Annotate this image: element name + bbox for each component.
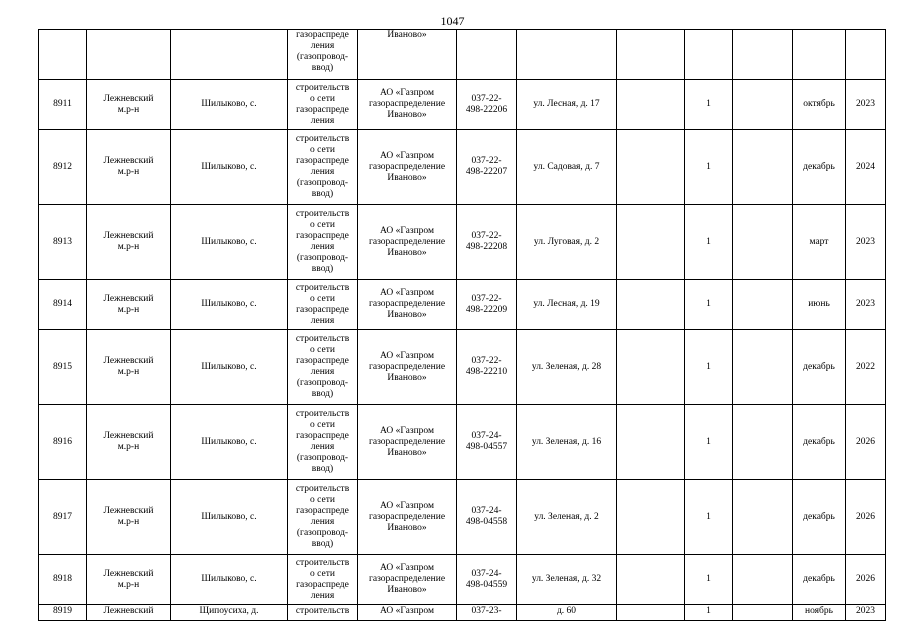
cell-empty-1 (617, 280, 685, 330)
table-row (39, 480, 886, 555)
table-row (39, 605, 886, 621)
table-row (39, 555, 886, 605)
cell-quantity: 1 (685, 605, 733, 621)
cell-organization: АО «Газпром газораспределение Иваново» (358, 205, 457, 280)
cell-month: март (793, 205, 846, 280)
cell-settlement: Шилыково, с. (171, 280, 288, 330)
cell-year: 2026 (846, 480, 886, 555)
cell-address: ул. Лесная, д. 19 (517, 280, 617, 330)
cell-id: 8911 (39, 80, 87, 130)
cell-empty-1 (617, 80, 685, 130)
cell-purpose: строительств о сети газораспреде ления (газопровод- ввод) (288, 205, 358, 280)
cell-settlement: Шилыково, с. (171, 205, 288, 280)
cell-empty-1 (617, 605, 685, 621)
cell-id: 8913 (39, 205, 87, 280)
cell-empty-2 (733, 205, 793, 280)
cell-quantity: 1 (685, 130, 733, 205)
cell-year: 2026 (846, 405, 886, 480)
cell-empty-1 (617, 405, 685, 480)
cell-id: 8919 (39, 605, 87, 621)
cell-settlement: Щипоусиха, д. (171, 605, 288, 621)
cell-district: Лежневский м.р-н (87, 280, 171, 330)
cell-code: 037-24- 498-04559 (457, 555, 517, 605)
cell-district: Лежневский м.р-н (87, 130, 171, 205)
cell-month: ноябрь (793, 605, 846, 621)
cell-address: ул. Луговая, д. 2 (517, 205, 617, 280)
cell-code: 037-22- 498-22209 (457, 280, 517, 330)
cell-quantity: 1 (685, 205, 733, 280)
cell-year: 2023 (846, 280, 886, 330)
cell-id: 8918 (39, 555, 87, 605)
cell-district: Лежневский м.р-н (87, 405, 171, 480)
registry-table (38, 29, 886, 621)
cell-empty-1 (617, 555, 685, 605)
table-row (39, 280, 886, 330)
cell-organization: АО «Газпром газораспределение Иваново» (358, 280, 457, 330)
cell-year: 2024 (846, 130, 886, 205)
cell-organization: АО «Газпром газораспределение Иваново» (358, 480, 457, 555)
cell-purpose: строительств о сети газораспреде ления (газопровод- ввод) (288, 480, 358, 555)
table-row (39, 405, 886, 480)
cell-organization: АО «Газпром (358, 605, 457, 621)
cell-address: ул. Садовая, д. 7 (517, 130, 617, 205)
cell-district: Лежневский м.р-н (87, 555, 171, 605)
cell-code: 037-22- 498-22207 (457, 130, 517, 205)
table-row-continuation (39, 30, 886, 80)
cell-purpose: строительств о сети газораспреде ления (288, 80, 358, 130)
cell-district: Лежневский (87, 605, 171, 621)
cell-id: 8917 (39, 480, 87, 555)
cell-empty-2 (733, 130, 793, 205)
cell-empty-2 (733, 480, 793, 555)
cell-address: ул. Зеленая, д. 28 (517, 330, 617, 405)
cell-quantity: 1 (685, 480, 733, 555)
cell-purpose: строительств (288, 605, 358, 621)
cell-organization: Иваново» (358, 30, 457, 80)
cell-code: 037-22- 498-22206 (457, 80, 517, 130)
cell-address: ул. Зеленая, д. 32 (517, 555, 617, 605)
cell-purpose: строительств о сети газораспреде ления (газопровод- ввод) (288, 130, 358, 205)
cell-year: 2022 (846, 330, 886, 405)
table-row (39, 130, 886, 205)
cell-empty-1 (617, 330, 685, 405)
cell-year: 2023 (846, 605, 886, 621)
cell-month: декабрь (793, 555, 846, 605)
table-row (39, 80, 886, 130)
cell-code: 037-22- 498-22208 (457, 205, 517, 280)
cell-code: 037-24- 498-04557 (457, 405, 517, 480)
cell-id: 8912 (39, 130, 87, 205)
cell-purpose: строительств о сети газораспреде ления (288, 555, 358, 605)
cell-empty-1 (617, 130, 685, 205)
page-number: 1047 (440, 14, 465, 28)
cell-id: 8916 (39, 405, 87, 480)
cell-organization: АО «Газпром газораспределение Иваново» (358, 405, 457, 480)
cell-purpose: строительств о сети газораспреде ления (газопровод- ввод) (288, 405, 358, 480)
cell-organization: АО «Газпром газораспределение Иваново» (358, 555, 457, 605)
cell-settlement: Шилыково, с. (171, 130, 288, 205)
cell-organization: АО «Газпром газораспределение Иваново» (358, 80, 457, 130)
cell-address: д. 60 (517, 605, 617, 621)
cell-settlement: Шилыково, с. (171, 80, 288, 130)
cell-settlement: Шилыково, с. (171, 330, 288, 405)
cell-purpose: строительств о сети газораспреде ления (288, 280, 358, 330)
table-row (39, 330, 886, 405)
cell-code: 037-22- 498-22210 (457, 330, 517, 405)
cell-id: 8915 (39, 330, 87, 405)
cell-empty-1 (617, 480, 685, 555)
cell-district: Лежневский м.р-н (87, 480, 171, 555)
cell-quantity: 1 (685, 405, 733, 480)
cell-year: 2026 (846, 555, 886, 605)
cell-purpose: строительств о сети газораспреде ления (газопровод- ввод) (288, 330, 358, 405)
cell-empty-2 (733, 605, 793, 621)
cell-district: Лежневский м.р-н (87, 205, 171, 280)
cell-month: июнь (793, 280, 846, 330)
cell-id: 8914 (39, 280, 87, 330)
cell-empty-2 (733, 405, 793, 480)
cell-purpose: газораспреде ления (газопровод- ввод) (288, 30, 358, 80)
cell-quantity: 1 (685, 80, 733, 130)
cell-year: 2023 (846, 205, 886, 280)
cell-district: Лежневский м.р-н (87, 330, 171, 405)
cell-month: декабрь (793, 405, 846, 480)
cell-address: ул. Зеленая, д. 16 (517, 405, 617, 480)
cell-organization: АО «Газпром газораспределение Иваново» (358, 330, 457, 405)
cell-year: 2023 (846, 80, 886, 130)
cell-organization: АО «Газпром газораспределение Иваново» (358, 130, 457, 205)
cell-empty-2 (733, 330, 793, 405)
cell-code: 037-23- (457, 605, 517, 621)
cell-quantity: 1 (685, 280, 733, 330)
cell-settlement: Шилыково, с. (171, 480, 288, 555)
cell-month: декабрь (793, 330, 846, 405)
cell-empty-1 (617, 205, 685, 280)
cell-code: 037-24- 498-04558 (457, 480, 517, 555)
cell-quantity: 1 (685, 330, 733, 405)
cell-quantity: 1 (685, 555, 733, 605)
cell-settlement: Шилыково, с. (171, 405, 288, 480)
cell-month: декабрь (793, 480, 846, 555)
cell-month: декабрь (793, 130, 846, 205)
cell-district: Лежневский м.р-н (87, 80, 171, 130)
cell-settlement: Шилыково, с. (171, 555, 288, 605)
table-row (39, 205, 886, 280)
cell-month: октябрь (793, 80, 846, 130)
cell-address: ул. Лесная, д. 17 (517, 80, 617, 130)
cell-address: ул. Зеленая, д. 2 (517, 480, 617, 555)
cell-empty-2 (733, 280, 793, 330)
cell-empty-2 (733, 80, 793, 130)
cell-empty-2 (733, 555, 793, 605)
